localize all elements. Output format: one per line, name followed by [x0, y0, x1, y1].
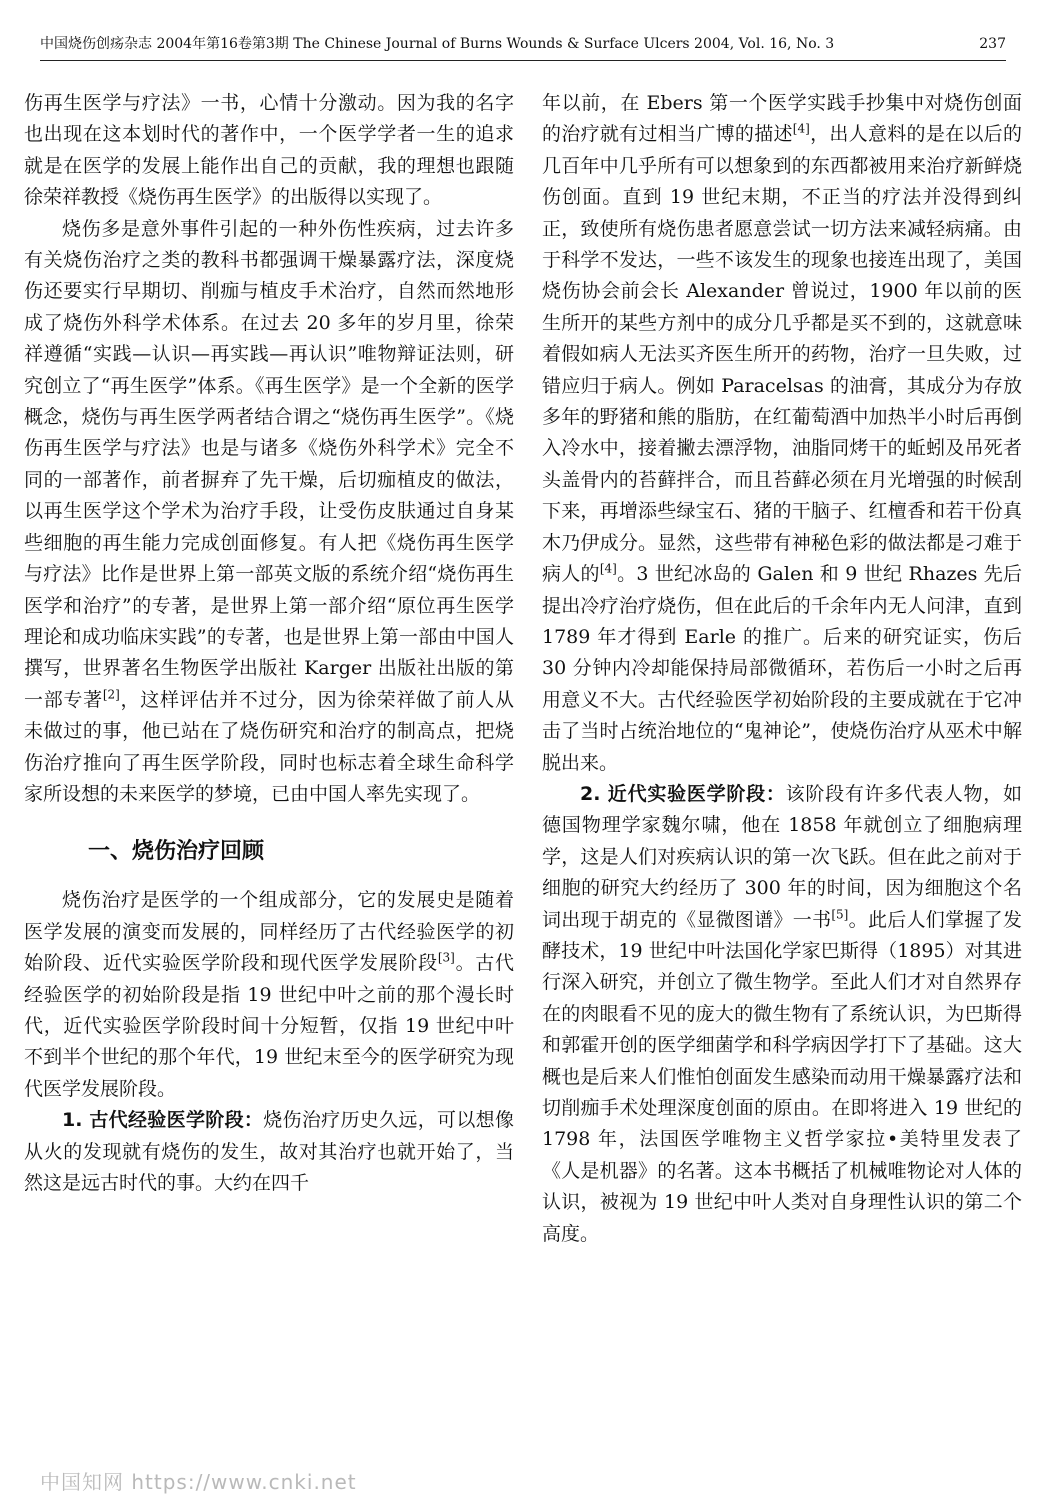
cnki-watermark: 中国知网 https://www.cnki.net [40, 1470, 357, 1494]
journal-citation: 中国烧伤创疡杂志 2004年第16卷第3期 The Chinese Journal of Burns Wounds & Surface Ulcers 2004, Vol. 16, No. 3 [40, 36, 835, 52]
paragraph [24, 1105, 514, 1199]
page-number: 237 [979, 36, 1006, 52]
paragraph-text: 。此后人们掌握了发酵技术，19 世纪中叶法国化学家巴斯得（1895）对其进行深入研究，并创立了微生物学。至此人们才对自然界存在的肉眼看不见的庞大的微生物有了系统认识，为巴斯得和郭霍开创的医学细菌学和科学病因学打下了基础。这大概也是后来人们惟怕创面发生感染而动用干燥暴露疗法和切削痂手术处理深度创面的原由。在即将进入 19 世纪的 1798 年，法国医学唯物主义哲学家拉•美特里发表了《人是机器》的名著。这本书概括了机械唯物论对人体的认识，被视为 19 世纪中叶人类对自身理性认识的第二个高度。 [542, 908, 1022, 1245]
paragraph [24, 885, 514, 1105]
subsection-lead: 2. 近代实验医学阶段： [580, 782, 786, 805]
subsection-lead: 1. 古代经验医学阶段： [62, 1109, 264, 1132]
paragraph-text: ，出人意料的是在以后的几百年中几乎所有可以想象到的东西都被用来治疗新鲜烧伤创面。直到 19 世纪末期，不正当的疗法并没得到纠正，致使所有烧伤患者愿意尝试一切方法来减轻病痛。由于科学不发达，一些不该发生的现象也接连出现了，美国烧伤协会前会长 Alexander 曾说过，1900 年以前的医生所开的某些方剂中的成分几乎都是买不到的，这就意味着假如病人无法买齐医生所开的药物，治疗一旦失败，过错应归于病人。例如 Paracelsas 的油膏，其成分为存放多年的野猪和熊的脂肪，在红葡萄酒中加热半小时后再倒入冷水中，接着撇去漂浮物，油脂同烤干的蚯蚓及吊死者头盖骨内的苔藓拌合，而且苔藓必须在月光增强的时候刮下来，再增添些绿宝石、猪的干脑子、红檀香和若干份真木乃伊成分。显然，这些带有神秘色彩的做法都是刁难于病人的 [542, 123, 1022, 586]
paragraph-text: ，这样评估并不过分，因为徐荣祥做了前人从未做过的事，他已站在了烧伤研究和治疗的制高点，把烧伤治疗推向了再生医学阶段，同时也标志着全球生命科学家所设想的未来医学的梦境，已由中国人率先实现了。 [24, 688, 514, 805]
paragraph-text: 。古代经验医学的初始阶段是指 19 世纪中叶之前的那个漫长时代，近代实验医学阶段时间十分短暂，仅指 19 世纪中叶不到半个世纪的那个年代，19 世纪末至今的医学研究为现代医学发展阶段。 [24, 952, 514, 1100]
paragraph-text: 。3 世纪冰岛的 Galen 和 9 世纪 Rhazes 先后提出冷疗治疗烧伤，但在此后的千余年内无人问津，直到 1789 年才得到 Earle 的推广。后来的研究证实，伤后 30 分钟内冷却能保持局部微循环，若伤后一小时之后再用意义不大。古代经验医学初始阶段的主要成就在于它冲击了当时占统治地位的“鬼神论”，使烧伤治疗从巫术中解脱出来。 [542, 563, 1022, 774]
citation-ref: [4] [792, 122, 810, 137]
paragraph-text: 烧伤治疗是医学的一个组成部分，它的发展史是随着医学发展的演变而发展的，同样经历了古代经验医学的初始阶段、近代实验医学阶段和现代医学发展阶段 [24, 889, 514, 975]
paragraph [24, 88, 514, 214]
left-column [24, 88, 514, 1199]
paragraph-text: 该阶段有许多代表人物，如德国物理学家魏尔啸，他在 1858 年就创立了细胞病理学，这是人们对疾病认识的第一次飞跃。但在此之前对于细胞的研究大约经历了 300 年的时间，因为细胞这个名词出现于胡克的《显微图谱》一书 [542, 782, 1022, 931]
citation-ref: [4] [599, 561, 617, 576]
citation-ref: [2] [102, 687, 120, 702]
section-heading: 一、烧伤治疗回顾 [88, 839, 265, 865]
paragraph-text: 烧伤治疗历史久远，可以想像从火的发现就有烧伤的发生，故对其治疗也就开始了，当然这是远古时代的事。大约在四千 [24, 1109, 514, 1194]
paragraph-text: 伤再生医学与疗法》一书，心情十分激动。因为我的名字也出现在这本划时代的著作中，一个医学学者一生的追求就是在医学的发展上能作出自己的贡献，我的理想也跟随徐荣祥教授《烧伤再生医学》的出版得以实现了。 [24, 92, 514, 209]
running-header [40, 36, 1006, 61]
right-column [542, 88, 1022, 1250]
paragraph [542, 779, 1022, 1250]
paragraph [542, 88, 1022, 779]
citation-ref: [3] [437, 950, 455, 965]
paragraph-text: 年以前，在 Ebers 第一个医学实践手抄集中对烧伤创面的治疗就有过相当广博的描述 [542, 92, 1022, 146]
paragraph [24, 214, 514, 811]
citation-ref: [5] [831, 907, 849, 922]
paragraph-text: 烧伤多是意外事件引起的一种外伤性疾病，过去许多有关烧伤治疗之类的教科书都强调干燥暴露疗法，深度烧伤还要实行早期切、削痂与植皮手术治疗，自然而然地形成了烧伤外科学术体系。在过去 20 多年的岁月里，徐荣祥遵循“实践—认识—再实践—再认识”唯物辩证法则，研究创立了“再生医学”体系。《再生医学》是一个全新的医学概念，烧伤与再生医学两者结合谓之“烧伤再生医学”。《烧伤再生医学与疗法》也是与诸多《烧伤外科学术》完全不同的一部著作，前者摒弃了先干燥，后切痂植皮的做法，以再生医学这个学术为治疗手段，让受伤皮肤通过自身某些细胞的再生能力完成创面修复。有人把《烧伤再生医学与疗法》比作是世界上第一部英文版的系统介绍“烧伤再生医学和治疗”的专著，是世界上第一部介绍“原位再生医学理论和成功临床实践”的专著，也是世界上第一部由中国人撰写，世界著名生物医学出版社 Karger 出版社出版的第一部专著 [24, 217, 514, 711]
